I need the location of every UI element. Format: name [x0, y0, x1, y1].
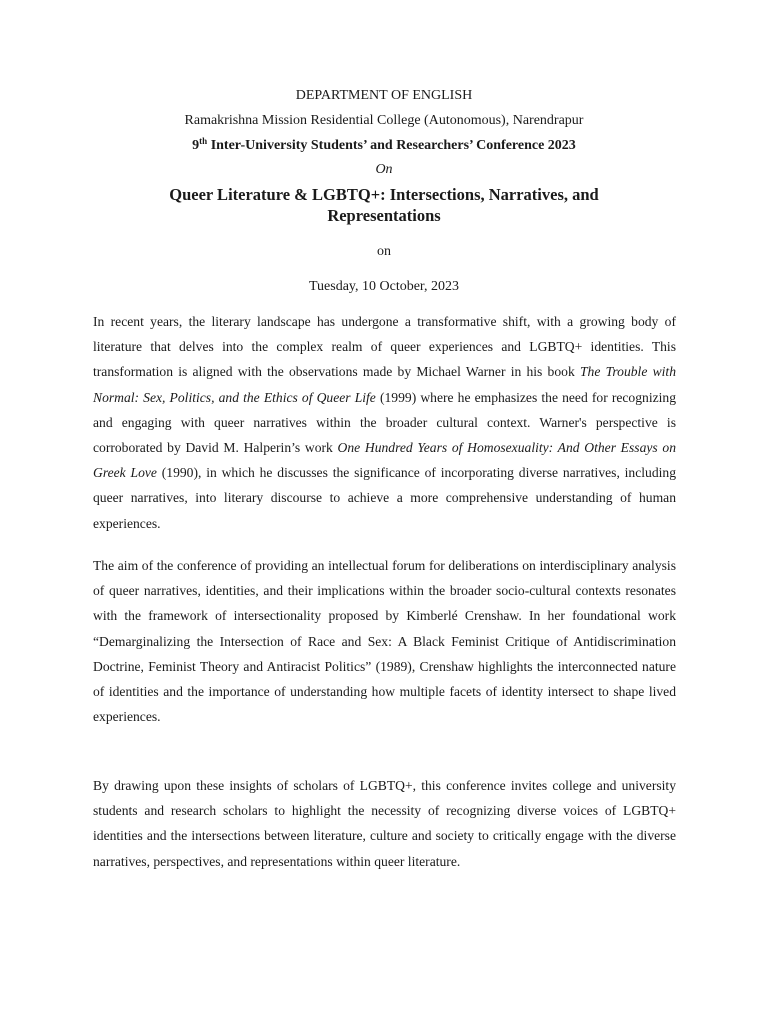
book-title-warner: The Trouble with Normal: Sex, Politics, and the Ethics of Queer Life: [93, 364, 676, 405]
on-label-italic: On: [375, 162, 393, 177]
paragraph-2: The aim of the conference of providing an intellectual forum for deliberations on interdisciplinary analysis of queer narratives, identities, and their implications within the broader socio-cultural contexts resonates with the framework of intersectionality proposed by Kimberlé Crenshaw. In her foundational work “Demarginalizing the Intersection of Race and Sex: A Black Feminist Critique of Antidiscrimination Doctrine, Feminist Theory and Antiracist Politics” (1989), Crenshaw highlights the interconnected nature of identities and the importance of understanding how multiple facets of identity intersect to shape lived experiences.: [93, 558, 676, 725]
on-label: on: [377, 244, 391, 259]
conference-name: [0, 137, 768, 155]
paragraph-1: [93, 309, 676, 536]
college-name: Ramakrishna Mission Residential College (Autonomous), Narendrapur: [184, 113, 584, 128]
department-heading: DEPARTMENT OF ENGLISH: [295, 88, 473, 103]
conference-title-line2: Representations: [327, 206, 441, 225]
book-title-halperin: One Hundred Years of Homosexuality: And Other Essays on Greek Love: [93, 440, 676, 481]
conference-date: Tuesday, 10 October, 2023: [308, 279, 460, 294]
paragraph-1-part-2: (1999) where he emphasizes the need for recognizing and engaging with queer narratives within the broader cultural context. Warner's perspective is corroborated by David M. Halperin’s work: [93, 389, 676, 456]
paragraph-1-part-3: (1990), in which he discusses the significance of incorporating diverse narratives, including queer narratives, into literary discourse to achieve a more comprehensive understanding of human experiences.: [93, 465, 677, 531]
conference-ordinal-suffix: th: [199, 136, 208, 146]
paragraph-1-part-1: In recent years, the literary landscape has undergone a transformative shift, with a growing body of literature that delves into the complex realm of queer experiences and LGBTQ+ identities. This transformation is aligned with the observations made by Michael Warner in his book: [93, 314, 676, 380]
conference-title-line1: Queer Literature & LGBTQ+: Intersections, Narratives, and: [169, 185, 599, 204]
conference-name-text: Inter-University Students’ and Researchers’ Conference 2023: [207, 138, 576, 153]
paragraph-3: By drawing upon these insights of scholars of LGBTQ+, this conference invites college and university students and research scholars to highlight the necessity of recognizing diverse voices of LGBTQ+ identities and the intersections between literature, culture and society to critically engage with the diverse narratives, perspectives, and representations within queer literature.: [93, 778, 676, 869]
conference-ordinal: 9: [192, 138, 200, 153]
